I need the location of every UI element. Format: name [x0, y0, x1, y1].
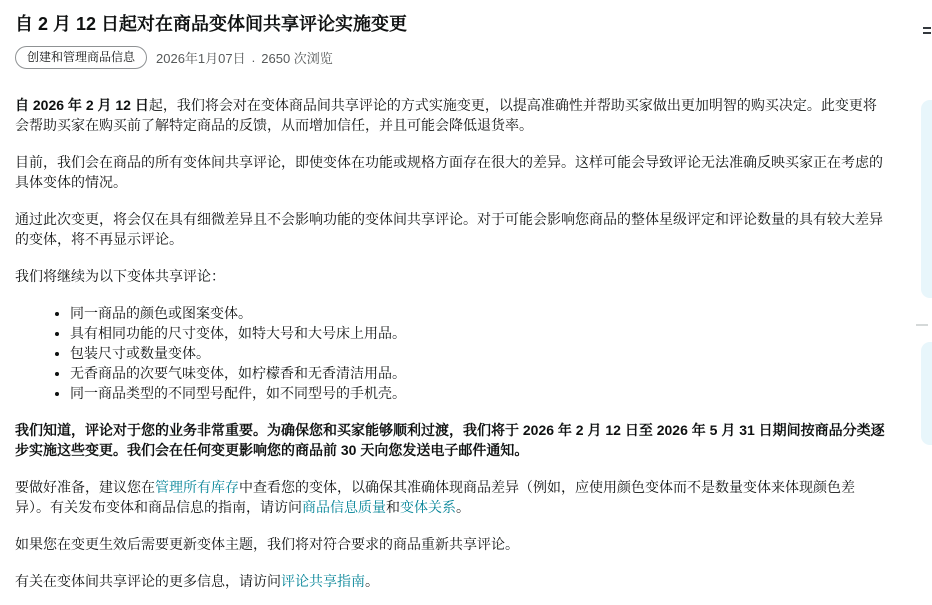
meta-separator: . [251, 50, 256, 65]
prep-text-2: 中查看您的变体，以确保其准确体现商品差异（例如，应使用颜色变体而不是数量变体来体现颜色差异）。有关发布变体和商品信息的指南，请访问 [15, 479, 855, 515]
list-item: • 同一商品的颜色或图案变体。 [70, 303, 886, 323]
paragraph-list-intro: 我们将继续为以下变体共享评论： [15, 268, 225, 284]
page-title: 自 2 月 12 日起对在商品变体间共享评论实施变更 [15, 14, 408, 34]
paragraph-rollout-schedule: 我们知道，评论对于您的业务非常重要。为确保您和买家能够顺利过渡，我们将于 2026 年 2 月 12 日至 2026 年 5 月 31 日期间按商品分类逐步实施这些变更。我们会在任何变更影响您的商品前 30 天向您发送电子邮件通知。 [15, 422, 885, 458]
prep-text-1: 要做好准备，建议您在 [15, 479, 155, 495]
list-item: • 同一商品类型的不同型号配件，如不同型号的手机壳。 [70, 383, 886, 403]
more-info-text: 有关在变体间共享评论的更多信息，请访问 [15, 573, 281, 589]
article-meta [15, 46, 886, 69]
paragraph-change-detail: 通过此次变更，将会仅在具有细微差异且不会影响功能的变体间共享评论。对于可能会影响您商品的整体星级评定和评论数量的具有较大差异的变体，将不再显示评论。 [15, 211, 883, 247]
clipped-glyph-stroke [923, 32, 931, 34]
more-info-end: 。 [365, 573, 379, 589]
list-item: • 无香商品的次要气味变体，如柠檬香和无香清洁用品。 [70, 363, 886, 383]
effective-date: 自 2026 年 2 月 12 日 [15, 97, 149, 113]
paragraph-more-info [15, 571, 886, 591]
clipped-sidebar-divider [916, 324, 928, 326]
variation-relationships-link[interactable]: 变体关系 [400, 499, 456, 515]
category-badge[interactable]: 创建和管理商品信息 [15, 46, 147, 69]
list-item: • 具有相同功能的尺寸变体，如特大号和大号床上用品。 [70, 323, 886, 343]
paragraph-current-behavior: 目前，我们会在商品的所有变体间共享评论，即使变体在功能或规格方面存在很大的差异。这样可能会导致评论无法准确反映买家正在考虑的具体变体的情况。 [15, 154, 883, 190]
paragraph-update-theme: 如果您在变更生效后需要更新变体主题，我们将对符合要求的商品重新共享评论。 [15, 536, 519, 552]
listing-quality-link[interactable]: 商品信息质量 [302, 499, 386, 515]
views-count: 2650 次浏览 [261, 51, 333, 66]
clipped-sidebar-card [921, 100, 932, 298]
paragraph-intro-text: 起，我们将会对在变体商品间共享评论的方式实施变更，以提高准确性并帮助买家做出更加明智的购买决定。此变更将会帮助买家在购买前了解特定商品的反馈，从而增加信任，并且可能会降低退货率。 [15, 97, 877, 133]
prep-text-3: 和 [386, 499, 400, 515]
paragraph-preparation [15, 477, 886, 517]
clipped-text-fragment [923, 27, 931, 37]
paragraph-intro [15, 95, 886, 135]
article-date: 2026年1月07日 [156, 51, 246, 66]
clipped-glyph-stroke [923, 27, 931, 29]
list-item: • 包装尺寸或数量变体。 [70, 343, 886, 363]
clipped-sidebar-card [921, 342, 932, 445]
prep-text-4: 。 [456, 499, 470, 515]
review-sharing-guide-link[interactable]: 评论共享指南 [281, 573, 365, 589]
manage-all-inventory-link[interactable]: 管理所有库存 [155, 479, 239, 495]
shared-review-variant-list [15, 303, 886, 403]
